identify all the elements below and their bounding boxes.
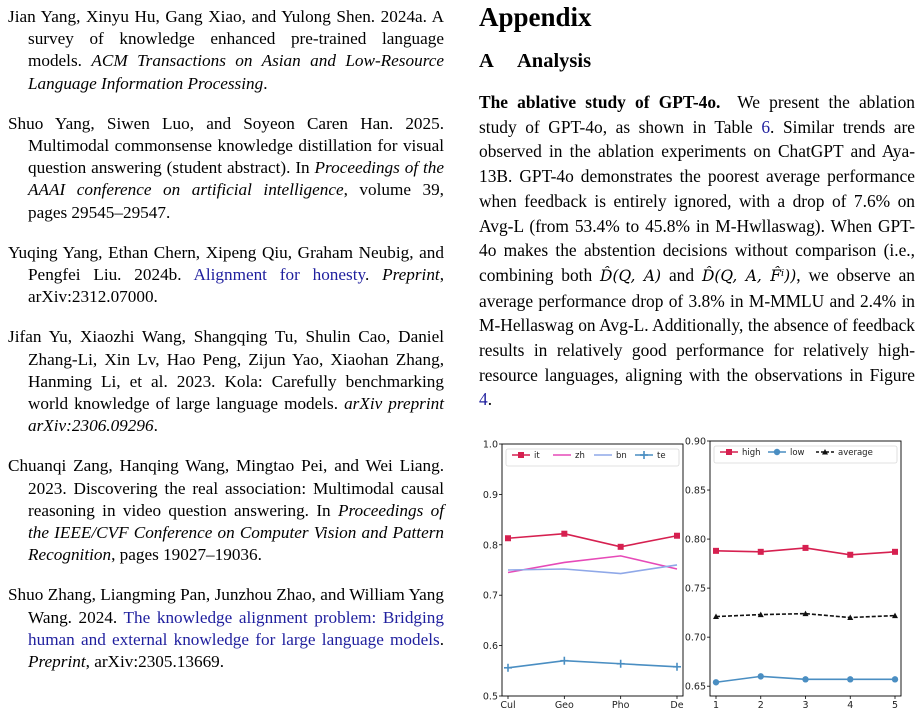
x-tick-label: 1 bbox=[712, 700, 720, 711]
reference-entry bbox=[8, 6, 444, 95]
data-point-low bbox=[892, 676, 898, 682]
reference-link[interactable]: The knowledge alignment problem: Bridging human and external knowledge for large language models bbox=[28, 607, 444, 649]
reference-venue: Proceedings of the AAAI conference on artificial intelligence bbox=[28, 158, 444, 200]
legend-label-high: high bbox=[742, 448, 761, 458]
data-point-low bbox=[758, 673, 764, 679]
legend-label-it: it bbox=[534, 451, 540, 461]
y-tick-label: 0.8 bbox=[482, 540, 498, 552]
math-expression: D̂(Q, A) bbox=[600, 266, 662, 285]
paragraph-text: and bbox=[668, 264, 695, 285]
paragraph-text: We present the ablation study of GPT-4o, as shown in Table bbox=[479, 92, 915, 137]
math-expression: D̂(Q, A, F̂ⁱ)) bbox=[701, 266, 797, 285]
reference-entry bbox=[8, 113, 444, 224]
data-point-low bbox=[802, 676, 808, 682]
y-tick-label: 0.7 bbox=[482, 590, 498, 602]
reference-tail: . bbox=[263, 73, 268, 93]
y-tick-label: 0.65 bbox=[684, 681, 706, 693]
y-tick-label: 0.90 bbox=[684, 436, 706, 448]
data-point-it bbox=[561, 531, 567, 537]
data-point-low bbox=[713, 679, 719, 685]
x-tick-label: 3 bbox=[802, 700, 809, 711]
analysis-paragraph bbox=[479, 90, 915, 412]
legend-marker-high bbox=[726, 449, 732, 455]
appendix-title: Appendix bbox=[479, 2, 592, 32]
reference-venue: ACM Transactions on Asian and Low-Resource Language Information Processing bbox=[28, 51, 444, 93]
data-point-high bbox=[847, 552, 853, 558]
section-number: A bbox=[479, 50, 494, 72]
paragraph-text: . Similar trends are observed in the ablation experiments on ChatGPT and Aya-13B. GPT-4o demonstrates the poorest average performance when feedback is entirely ignored, with a drop of 7.6% on Avg-L (from 53.4% to 45.8% in M-Hwllaswag). When GPT-4o makes the abstention decisions without comparison (i.e., combining both bbox=[479, 116, 915, 285]
plot-frame bbox=[710, 441, 901, 696]
legend-label-bn: bn bbox=[616, 451, 627, 461]
data-point-high bbox=[713, 548, 719, 554]
legend-marker-it bbox=[518, 452, 524, 458]
paragraph-text: . bbox=[487, 389, 493, 410]
legend-label-te: te bbox=[657, 451, 666, 461]
section-title: Analysis bbox=[517, 50, 592, 72]
legend-label-zh: zh bbox=[575, 451, 585, 461]
x-tick-label: 5 bbox=[891, 700, 899, 711]
reference-entry bbox=[8, 455, 444, 566]
reference-authors: Yuqing Yang, Ethan Chern, Xipeng Qiu, Graham Neubig, and Pengfei Liu. 2024b. bbox=[8, 242, 444, 285]
y-tick-label: 0.80 bbox=[684, 534, 706, 546]
reference-link[interactable]: Alignment for honesty bbox=[193, 265, 365, 285]
section-heading bbox=[479, 48, 915, 74]
figure-ref-link[interactable]: 4 bbox=[479, 389, 488, 410]
x-tick-label: 2 bbox=[757, 700, 764, 711]
appendix-column bbox=[479, 0, 915, 412]
legend-marker-low bbox=[774, 449, 780, 455]
y-tick-label: 0.6 bbox=[482, 641, 498, 653]
figure-charts bbox=[476, 436, 923, 714]
x-tick-label: 4 bbox=[847, 700, 854, 711]
y-tick-label: 0.5 bbox=[482, 691, 498, 703]
paragraph-text: , we observe an average performance drop of 3.8% in M-MMLU and 2.4% in M-Hellaswag on Avg-L. Additionally, the absence of feedback results in relatively good performance for relatively high-resource languages, aligning with the observations in Figure bbox=[479, 264, 915, 385]
x-tick-label: De bbox=[670, 700, 684, 711]
legend-label-low: low bbox=[790, 448, 805, 458]
reference-authors: Chuanqi Zang, Hanqing Wang, Mingtao Pei, and Wei Liang. 2023. Discovering the real association: Multimodal causal reasoning in video question answering. In bbox=[8, 456, 444, 520]
x-tick-label: Pho bbox=[611, 700, 630, 711]
reference-venue: Preprint bbox=[28, 652, 86, 672]
figure-charts-svg bbox=[476, 436, 923, 714]
reference-tail: , arXiv:2312.07000. bbox=[28, 265, 444, 307]
reference-entry: Shuo Zhang, Liangming Pan, Junzhou Zhao, and William Yang Wang. 2024. The knowledge alignment problem: Bridging human and external knowledge for large language models. Preprint, arXiv:2305.13669. bbox=[8, 585, 444, 672]
y-tick-label: 0.75 bbox=[684, 583, 706, 595]
table-ref-link[interactable]: 6 bbox=[761, 116, 771, 137]
reference-entry: Yuqing Yang, Ethan Chern, Xipeng Qiu, Graham Neubig, and Pengfei Liu. 2024b. Alignment for honesty. Preprint, arXiv:2312.07000. bbox=[8, 242, 444, 307]
y-tick-label: 0.85 bbox=[684, 485, 706, 497]
reference-authors: Shuo Zhang, Liangming Pan, Junzhou Zhao, and William Yang Wang. 2024. bbox=[8, 585, 444, 627]
x-tick-label: Cul bbox=[500, 700, 516, 711]
data-point-low bbox=[847, 676, 853, 682]
data-point-it bbox=[674, 533, 680, 539]
legend-label-average: average bbox=[838, 448, 873, 458]
y-tick-label: 0.70 bbox=[684, 632, 706, 644]
reference-venue: Preprint bbox=[382, 265, 440, 285]
y-tick-label: 0.9 bbox=[482, 489, 498, 501]
x-tick-label: Geo bbox=[554, 700, 574, 711]
reference-venue: Proceedings of the IEEE/CVF Conference on Computer Vision and Pattern Recognition bbox=[28, 500, 444, 565]
reference-tail: , pages 19027–19036. bbox=[111, 545, 262, 565]
series-line-te bbox=[508, 661, 677, 668]
data-point-high bbox=[892, 549, 898, 555]
references-column bbox=[8, 6, 444, 691]
y-tick-label: 1.0 bbox=[482, 439, 498, 451]
legend-box bbox=[506, 449, 679, 466]
reference-authors: Jifan Yu, Xiaozhi Wang, Shangqing Tu, Shulin Cao, Daniel Zhang-Li, Xin Lv, Hao Peng, Zijun Yao, Xiaohan Zhang, Hanming Li, et al. 2023. Kola: Carefully benchmarking world knowledge of large language models. bbox=[8, 327, 444, 414]
paragraph-lead: The ablative study of GPT-4o. bbox=[479, 92, 721, 112]
reference-entry bbox=[8, 326, 444, 437]
reference-authors: Shuo Yang, Siwen Luo, and Soyeon Caren Han. 2025. Multimodal commonsense knowledge distillation for visual question answering (student abstract). In bbox=[8, 113, 444, 178]
data-point-high bbox=[803, 545, 809, 551]
reference-tail: , volume 39, pages 29545–29547. bbox=[28, 180, 444, 222]
data-point-it bbox=[618, 544, 624, 550]
reference-tail: . bbox=[153, 416, 158, 436]
reference-tail: , arXiv:2305.13669. bbox=[85, 652, 225, 672]
data-point-high bbox=[758, 549, 764, 555]
reference-venue: arXiv preprint arXiv:2306.09296 bbox=[28, 394, 444, 436]
series-line-bn bbox=[508, 565, 677, 574]
reference-authors: Jian Yang, Xinyu Hu, Gang Xiao, and Yulong Shen. 2024a. A survey of knowledge enhanced pre-trained language models. bbox=[8, 7, 444, 71]
series-line-it bbox=[508, 534, 677, 547]
data-point-it bbox=[505, 535, 511, 541]
